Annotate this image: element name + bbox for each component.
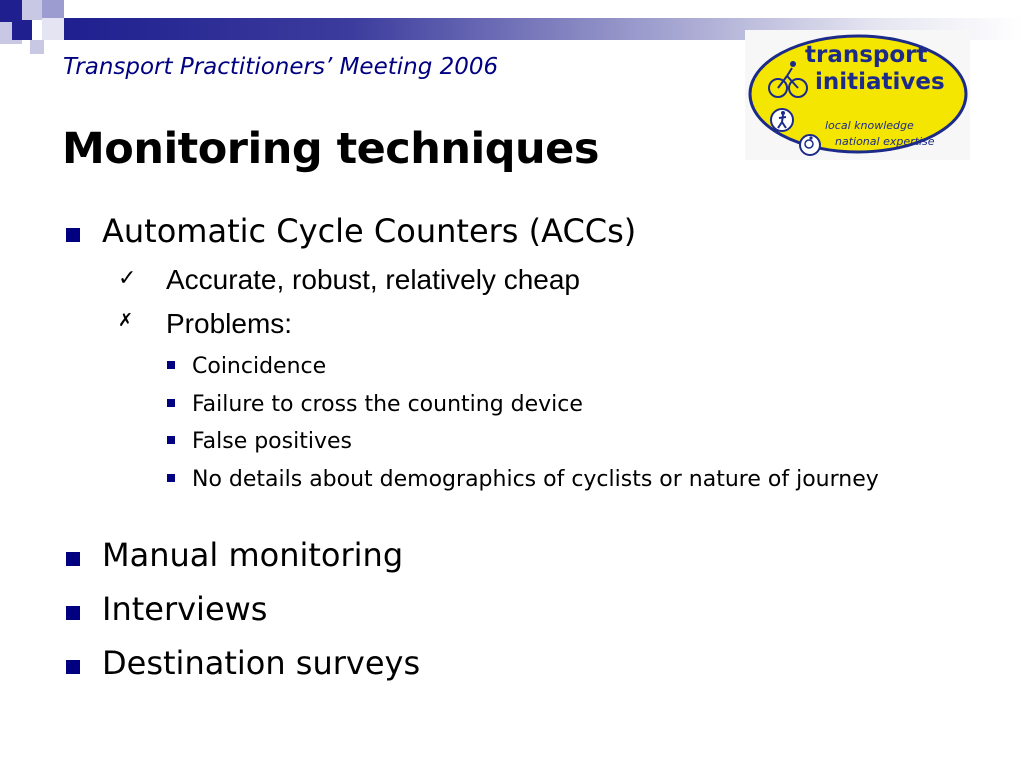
square-bullet bbox=[66, 606, 80, 620]
slide-title: Monitoring techniques bbox=[62, 124, 599, 174]
bullet-text: Manual monitoring bbox=[102, 536, 404, 574]
square-bullet bbox=[66, 552, 80, 566]
square-bullet bbox=[167, 474, 175, 482]
sub-item-text: Problems: bbox=[166, 308, 293, 339]
slide-subtitle: Transport Practitioners’ Meeting 2006 bbox=[63, 54, 499, 80]
logo-tagline1: local knowledge bbox=[825, 119, 914, 132]
checkmark-icon: ✓ bbox=[118, 266, 137, 291]
square-bullet bbox=[66, 228, 80, 242]
bullet-text: Destination surveys bbox=[102, 644, 421, 682]
square-bullet bbox=[167, 399, 175, 407]
logo-tagline2: national expertise bbox=[835, 135, 935, 148]
sub-item-text: Accurate, robust, relatively cheap bbox=[166, 264, 580, 295]
bullet-text: Interviews bbox=[102, 590, 268, 628]
square-bullet bbox=[66, 660, 80, 674]
cross-icon: ✗ bbox=[118, 310, 134, 331]
square-bullet bbox=[167, 436, 175, 444]
logo-line1: transport bbox=[805, 42, 928, 68]
logo-line2: initiatives bbox=[815, 69, 945, 95]
problem-text: No details about demographics of cyclists or nature of journey bbox=[192, 467, 879, 492]
problem-text: Coincidence bbox=[192, 354, 327, 379]
bullet-text: Automatic Cycle Counters (ACCs) bbox=[102, 212, 637, 250]
problem-text: Failure to cross the counting device bbox=[192, 392, 583, 417]
square-bullet bbox=[167, 361, 175, 369]
problem-text: False positives bbox=[192, 429, 352, 454]
